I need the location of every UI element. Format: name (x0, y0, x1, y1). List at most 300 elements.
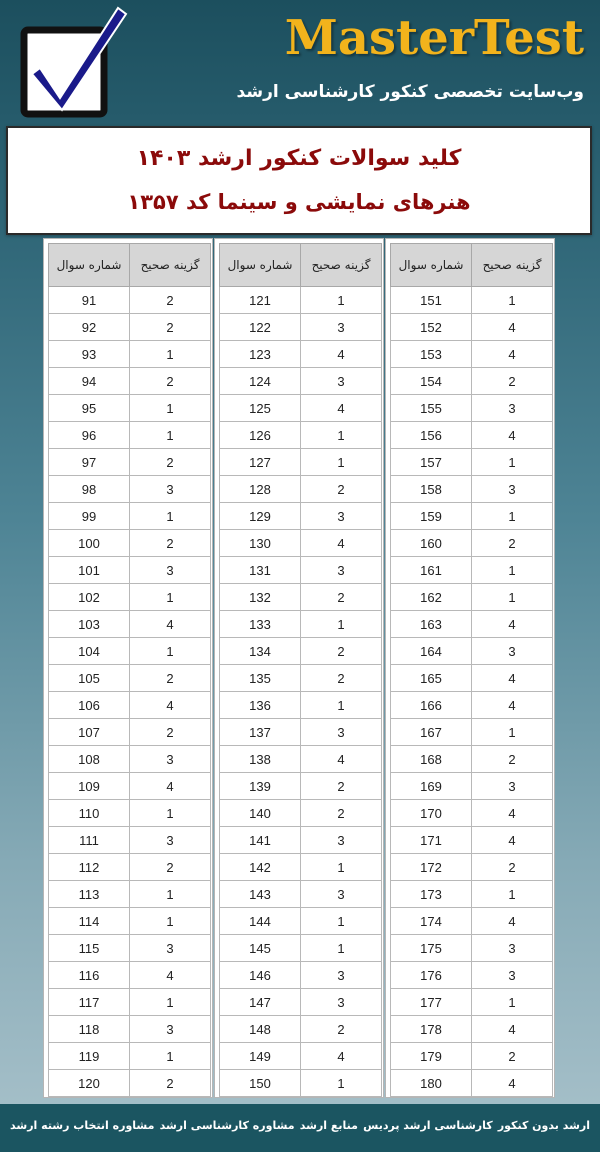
table-row (391, 476, 553, 503)
table-row (220, 935, 382, 962)
question-number: 130 (220, 530, 301, 557)
correct-answer: 4 (472, 692, 553, 719)
table-row (49, 962, 211, 989)
correct-answer: 1 (472, 503, 553, 530)
table-row (220, 341, 382, 368)
correct-answer: 3 (301, 881, 382, 908)
question-number: 148 (220, 1016, 301, 1043)
correct-answer: 3 (301, 314, 382, 341)
table-row (49, 800, 211, 827)
title-box (6, 126, 592, 235)
table-header-row (49, 244, 211, 287)
correct-answer: 2 (472, 368, 553, 395)
question-number: 115 (49, 935, 130, 962)
correct-answer: 3 (472, 476, 553, 503)
correct-answer: 3 (130, 746, 211, 773)
answer-table-3 (390, 243, 553, 1097)
footer-link[interactable]: مشاوره انتخاب رشته ارشد (10, 1119, 155, 1132)
table-row (49, 908, 211, 935)
question-number: 111 (49, 827, 130, 854)
table-row (49, 1043, 211, 1070)
table-row (220, 368, 382, 395)
correct-answer: 2 (130, 314, 211, 341)
correct-answer: 4 (472, 665, 553, 692)
correct-answer: 3 (130, 935, 211, 962)
question-number: 170 (391, 800, 472, 827)
correct-answer: 2 (130, 854, 211, 881)
question-number: 120 (49, 1070, 130, 1097)
question-number: 99 (49, 503, 130, 530)
correct-answer: 3 (301, 503, 382, 530)
correct-answer: 3 (301, 368, 382, 395)
table-row (49, 1070, 211, 1097)
table-row (220, 719, 382, 746)
table-row (49, 665, 211, 692)
table-row (391, 395, 553, 422)
footer-link[interactable]: ارشد بدون کنکور (497, 1119, 590, 1132)
question-number: 110 (49, 800, 130, 827)
table-row (391, 854, 553, 881)
question-number: 178 (391, 1016, 472, 1043)
correct-answer: 1 (472, 287, 553, 314)
answer-panel-3 (385, 238, 555, 1098)
table-row (391, 881, 553, 908)
question-number: 154 (391, 368, 472, 395)
correct-answer: 4 (130, 692, 211, 719)
table-row (220, 908, 382, 935)
question-number: 153 (391, 341, 472, 368)
correct-answer-header: گزینه صحیح (130, 244, 211, 287)
question-number: 159 (391, 503, 472, 530)
table-row (391, 773, 553, 800)
question-number: 169 (391, 773, 472, 800)
table-row (391, 611, 553, 638)
correct-answer: 2 (301, 773, 382, 800)
correct-answer: 3 (301, 557, 382, 584)
correct-answer: 3 (301, 989, 382, 1016)
question-number: 119 (49, 1043, 130, 1070)
correct-answer: 1 (301, 854, 382, 881)
correct-answer: 3 (472, 935, 553, 962)
question-number: 168 (391, 746, 472, 773)
table-row (49, 341, 211, 368)
correct-answer: 1 (130, 422, 211, 449)
question-number-header: شماره سوال (391, 244, 472, 287)
question-number: 131 (220, 557, 301, 584)
table-row (49, 449, 211, 476)
table-row (49, 746, 211, 773)
correct-answer: 3 (472, 395, 553, 422)
correct-answer: 2 (301, 800, 382, 827)
table-row (220, 395, 382, 422)
question-number: 94 (49, 368, 130, 395)
table-header-row (220, 244, 382, 287)
table-row (49, 854, 211, 881)
question-number: 171 (391, 827, 472, 854)
correct-answer: 2 (301, 1016, 382, 1043)
question-number: 157 (391, 449, 472, 476)
table-row (220, 1016, 382, 1043)
correct-answer: 1 (130, 908, 211, 935)
footer-link[interactable]: منابع ارشد (299, 1119, 358, 1132)
table-row (220, 1070, 382, 1097)
table-row (49, 395, 211, 422)
table-row (220, 638, 382, 665)
correct-answer: 4 (301, 746, 382, 773)
table-row (49, 530, 211, 557)
question-number: 98 (49, 476, 130, 503)
correct-answer: 4 (472, 908, 553, 935)
answer-table-1 (48, 243, 211, 1097)
table-row (220, 449, 382, 476)
correct-answer: 1 (130, 638, 211, 665)
question-number: 121 (220, 287, 301, 314)
table-row (391, 341, 553, 368)
correct-answer: 1 (472, 881, 553, 908)
question-number: 138 (220, 746, 301, 773)
correct-answer: 3 (301, 827, 382, 854)
correct-answer: 1 (130, 989, 211, 1016)
correct-answer: 4 (130, 773, 211, 800)
table-row (391, 314, 553, 341)
table-row (49, 773, 211, 800)
question-number: 127 (220, 449, 301, 476)
question-number: 156 (391, 422, 472, 449)
table-row (49, 557, 211, 584)
table-row (391, 908, 553, 935)
question-number: 143 (220, 881, 301, 908)
site-footer (0, 1104, 600, 1152)
table-row (220, 665, 382, 692)
correct-answer: 3 (130, 476, 211, 503)
correct-answer: 1 (130, 1043, 211, 1070)
question-number: 160 (391, 530, 472, 557)
correct-answer: 1 (472, 719, 553, 746)
correct-answer: 1 (301, 935, 382, 962)
question-number: 179 (391, 1043, 472, 1070)
table-row (391, 719, 553, 746)
question-number: 118 (49, 1016, 130, 1043)
table-row (220, 746, 382, 773)
footer-links (10, 1119, 590, 1132)
table-row (49, 638, 211, 665)
question-number: 136 (220, 692, 301, 719)
question-number: 124 (220, 368, 301, 395)
question-number: 113 (49, 881, 130, 908)
question-number: 104 (49, 638, 130, 665)
correct-answer: 3 (472, 773, 553, 800)
table-row (220, 476, 382, 503)
question-number: 135 (220, 665, 301, 692)
question-number: 92 (49, 314, 130, 341)
table-row (220, 611, 382, 638)
correct-answer: 1 (130, 800, 211, 827)
correct-answer: 4 (472, 1070, 553, 1097)
site-header (0, 0, 600, 124)
question-number: 108 (49, 746, 130, 773)
question-number: 109 (49, 773, 130, 800)
question-number: 165 (391, 665, 472, 692)
question-number: 122 (220, 314, 301, 341)
correct-answer: 3 (301, 962, 382, 989)
table-row (391, 665, 553, 692)
correct-answer: 3 (472, 638, 553, 665)
table-row (49, 422, 211, 449)
table-row (49, 287, 211, 314)
question-number: 140 (220, 800, 301, 827)
table-header-row (391, 244, 553, 287)
correct-answer-header: گزینه صحیح (472, 244, 553, 287)
correct-answer: 2 (130, 665, 211, 692)
table-row (220, 827, 382, 854)
table-row (220, 692, 382, 719)
correct-answer: 2 (301, 665, 382, 692)
correct-answer: 3 (130, 827, 211, 854)
question-number: 123 (220, 341, 301, 368)
correct-answer: 1 (130, 395, 211, 422)
correct-answer: 1 (301, 422, 382, 449)
table-row (220, 584, 382, 611)
question-number: 177 (391, 989, 472, 1016)
question-number: 158 (391, 476, 472, 503)
table-row (49, 719, 211, 746)
correct-answer: 1 (301, 449, 382, 476)
question-number: 161 (391, 557, 472, 584)
table-row (391, 1016, 553, 1043)
table-row (220, 773, 382, 800)
table-row (391, 287, 553, 314)
table-row (220, 881, 382, 908)
answer-key-tables (0, 237, 600, 1100)
question-number: 91 (49, 287, 130, 314)
page-subtitle: هنرهای نمایشی و سینما کد ۱۳۵۷ (127, 190, 471, 214)
correct-answer: 4 (301, 341, 382, 368)
table-row (220, 1043, 382, 1070)
question-number: 142 (220, 854, 301, 881)
correct-answer: 4 (472, 611, 553, 638)
table-row (391, 1043, 553, 1070)
table-row (49, 1016, 211, 1043)
correct-answer: 2 (130, 287, 211, 314)
correct-answer: 4 (130, 611, 211, 638)
table-row (391, 422, 553, 449)
question-number: 152 (391, 314, 472, 341)
answer-table-2 (219, 243, 382, 1097)
question-number: 129 (220, 503, 301, 530)
page-title: کلید سوالات کنکور ارشد ۱۴۰۳ (136, 146, 462, 171)
table-row (220, 422, 382, 449)
site-tagline: وب‌سایت تخصصی کنکور کارشناسی ارشد (236, 82, 584, 102)
correct-answer: 1 (130, 584, 211, 611)
table-row (220, 503, 382, 530)
question-number: 97 (49, 449, 130, 476)
correct-answer: 4 (301, 395, 382, 422)
table-row (49, 611, 211, 638)
table-row (220, 287, 382, 314)
question-number: 100 (49, 530, 130, 557)
question-number: 172 (391, 854, 472, 881)
question-number: 180 (391, 1070, 472, 1097)
question-number: 150 (220, 1070, 301, 1097)
table-row (391, 962, 553, 989)
table-row (220, 314, 382, 341)
question-number: 107 (49, 719, 130, 746)
question-number: 173 (391, 881, 472, 908)
table-row (49, 584, 211, 611)
correct-answer: 2 (130, 719, 211, 746)
footer-link[interactable]: مشاوره کارشناسی ارشد (159, 1119, 295, 1132)
question-number: 139 (220, 773, 301, 800)
answer-panel-2 (214, 238, 384, 1098)
correct-answer: 4 (472, 1016, 553, 1043)
correct-answer: 2 (130, 1070, 211, 1097)
question-number: 126 (220, 422, 301, 449)
correct-answer: 4 (301, 530, 382, 557)
correct-answer: 1 (472, 449, 553, 476)
correct-answer: 1 (130, 503, 211, 530)
correct-answer: 1 (301, 611, 382, 638)
correct-answer: 2 (472, 746, 553, 773)
correct-answer: 4 (472, 341, 553, 368)
question-number-header: شماره سوال (49, 244, 130, 287)
question-number: 101 (49, 557, 130, 584)
correct-answer: 1 (301, 692, 382, 719)
table-row (391, 935, 553, 962)
table-row (391, 692, 553, 719)
table-row (391, 449, 553, 476)
question-number: 162 (391, 584, 472, 611)
table-row (220, 854, 382, 881)
question-number: 147 (220, 989, 301, 1016)
table-row (220, 557, 382, 584)
table-row (49, 881, 211, 908)
correct-answer: 2 (301, 584, 382, 611)
question-number: 137 (220, 719, 301, 746)
question-number: 95 (49, 395, 130, 422)
question-number: 93 (49, 341, 130, 368)
correct-answer: 1 (130, 881, 211, 908)
question-number: 151 (391, 287, 472, 314)
question-number: 149 (220, 1043, 301, 1070)
table-row (220, 962, 382, 989)
correct-answer: 2 (130, 530, 211, 557)
table-row (49, 692, 211, 719)
question-number: 106 (49, 692, 130, 719)
question-number: 164 (391, 638, 472, 665)
table-row (49, 989, 211, 1016)
correct-answer: 4 (472, 422, 553, 449)
correct-answer: 1 (301, 908, 382, 935)
table-row (391, 368, 553, 395)
table-row (49, 935, 211, 962)
correct-answer: 2 (472, 854, 553, 881)
correct-answer: 2 (472, 530, 553, 557)
table-row (49, 368, 211, 395)
table-row (49, 827, 211, 854)
question-number: 144 (220, 908, 301, 935)
footer-link[interactable]: کارشناسی ارشد پردیس (363, 1119, 493, 1132)
table-row (391, 530, 553, 557)
table-row (391, 638, 553, 665)
correct-answer: 1 (130, 341, 211, 368)
question-number: 125 (220, 395, 301, 422)
table-row (391, 827, 553, 854)
checkbox-check-icon[interactable] (18, 2, 134, 120)
correct-answer: 3 (472, 962, 553, 989)
table-row (49, 476, 211, 503)
correct-answer: 1 (472, 557, 553, 584)
table-row (220, 989, 382, 1016)
table-row (391, 746, 553, 773)
correct-answer: 4 (301, 1043, 382, 1070)
correct-answer: 3 (301, 719, 382, 746)
table-row (391, 1070, 553, 1097)
table-row (391, 584, 553, 611)
question-number: 105 (49, 665, 130, 692)
table-row (49, 503, 211, 530)
question-number: 102 (49, 584, 130, 611)
question-number: 175 (391, 935, 472, 962)
table-row (220, 800, 382, 827)
question-number-header: شماره سوال (220, 244, 301, 287)
table-row (391, 800, 553, 827)
table-row (391, 989, 553, 1016)
question-number: 146 (220, 962, 301, 989)
correct-answer: 1 (472, 584, 553, 611)
question-number: 103 (49, 611, 130, 638)
question-number: 134 (220, 638, 301, 665)
question-number: 116 (49, 962, 130, 989)
correct-answer: 1 (301, 1070, 382, 1097)
question-number: 133 (220, 611, 301, 638)
question-number: 174 (391, 908, 472, 935)
question-number: 155 (391, 395, 472, 422)
correct-answer: 4 (472, 314, 553, 341)
correct-answer: 2 (472, 1043, 553, 1070)
correct-answer-header: گزینه صحیح (301, 244, 382, 287)
table-row (49, 314, 211, 341)
correct-answer: 4 (472, 827, 553, 854)
question-number: 163 (391, 611, 472, 638)
question-number: 176 (391, 962, 472, 989)
question-number: 96 (49, 422, 130, 449)
question-number: 112 (49, 854, 130, 881)
correct-answer: 3 (130, 1016, 211, 1043)
answer-panel-1 (43, 238, 213, 1098)
table-row (220, 530, 382, 557)
correct-answer: 2 (130, 368, 211, 395)
correct-answer: 4 (130, 962, 211, 989)
table-row (391, 557, 553, 584)
question-number: 145 (220, 935, 301, 962)
brand-name[interactable]: MasterTest (284, 10, 584, 66)
question-number: 167 (391, 719, 472, 746)
correct-answer: 2 (130, 449, 211, 476)
table-row (391, 503, 553, 530)
question-number: 166 (391, 692, 472, 719)
correct-answer: 2 (301, 638, 382, 665)
correct-answer: 2 (301, 476, 382, 503)
question-number: 141 (220, 827, 301, 854)
correct-answer: 4 (472, 800, 553, 827)
question-number: 114 (49, 908, 130, 935)
correct-answer: 1 (301, 287, 382, 314)
question-number: 132 (220, 584, 301, 611)
question-number: 117 (49, 989, 130, 1016)
correct-answer: 1 (472, 989, 553, 1016)
question-number: 128 (220, 476, 301, 503)
correct-answer: 3 (130, 557, 211, 584)
